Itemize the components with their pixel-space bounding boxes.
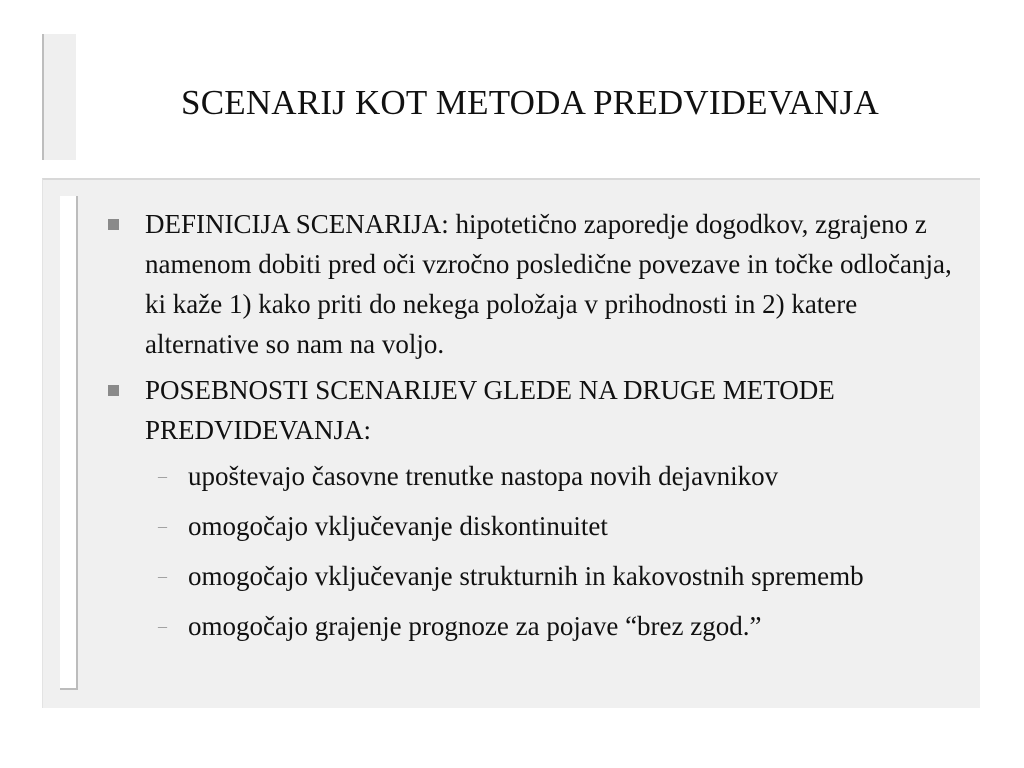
sub-bullet-text: omogočajo grajenje prognoze za pojave “brez zgod.” bbox=[188, 611, 762, 641]
dash-bullet-icon: – bbox=[158, 566, 167, 586]
sub-bullet-text: omogočajo vključevanje strukturnih in kakovostnih sprememb bbox=[188, 561, 864, 591]
sub-bullet-item bbox=[104, 606, 964, 646]
square-bullet-icon bbox=[108, 385, 119, 396]
dash-bullet-icon: – bbox=[158, 516, 167, 536]
title-decor-bracket bbox=[42, 34, 76, 160]
bullet-text: DEFINICIJA SCENARIJA: hipotetično zaporedje dogodkov, zgrajeno z namenom dobiti pred oči vzročno posledične povezave in točke odločanja, ki kaže 1) kako priti do nekega položaja v prihodnosti in 2) katere alternative so nam na voljo. bbox=[145, 209, 952, 359]
dash-bullet-icon: – bbox=[158, 466, 167, 486]
sub-bullet-item bbox=[104, 506, 964, 546]
bullet-item-definition bbox=[104, 204, 964, 364]
sub-bullet-text: omogočajo vključevanje diskontinuitet bbox=[188, 511, 608, 541]
bullet-text: POSEBNOSTI SCENARIJEV GLEDE NA DRUGE METODE PREDVIDEVANJA: bbox=[145, 375, 835, 445]
sub-bullet-text: upoštevajo časovne trenutke nastopa novih dejavnikov bbox=[188, 461, 779, 491]
dash-bullet-icon: – bbox=[158, 616, 167, 636]
content-decor-bracket bbox=[60, 196, 78, 690]
sub-bullet-item bbox=[104, 556, 964, 596]
sub-bullet-list bbox=[104, 456, 964, 646]
slide-title: SCENARIJ KOT METODA PREDVIDEVANJA bbox=[181, 83, 879, 122]
bullet-list bbox=[104, 204, 964, 656]
sub-bullet-item bbox=[104, 456, 964, 496]
bullet-item-features bbox=[104, 370, 964, 450]
square-bullet-icon bbox=[108, 219, 119, 230]
